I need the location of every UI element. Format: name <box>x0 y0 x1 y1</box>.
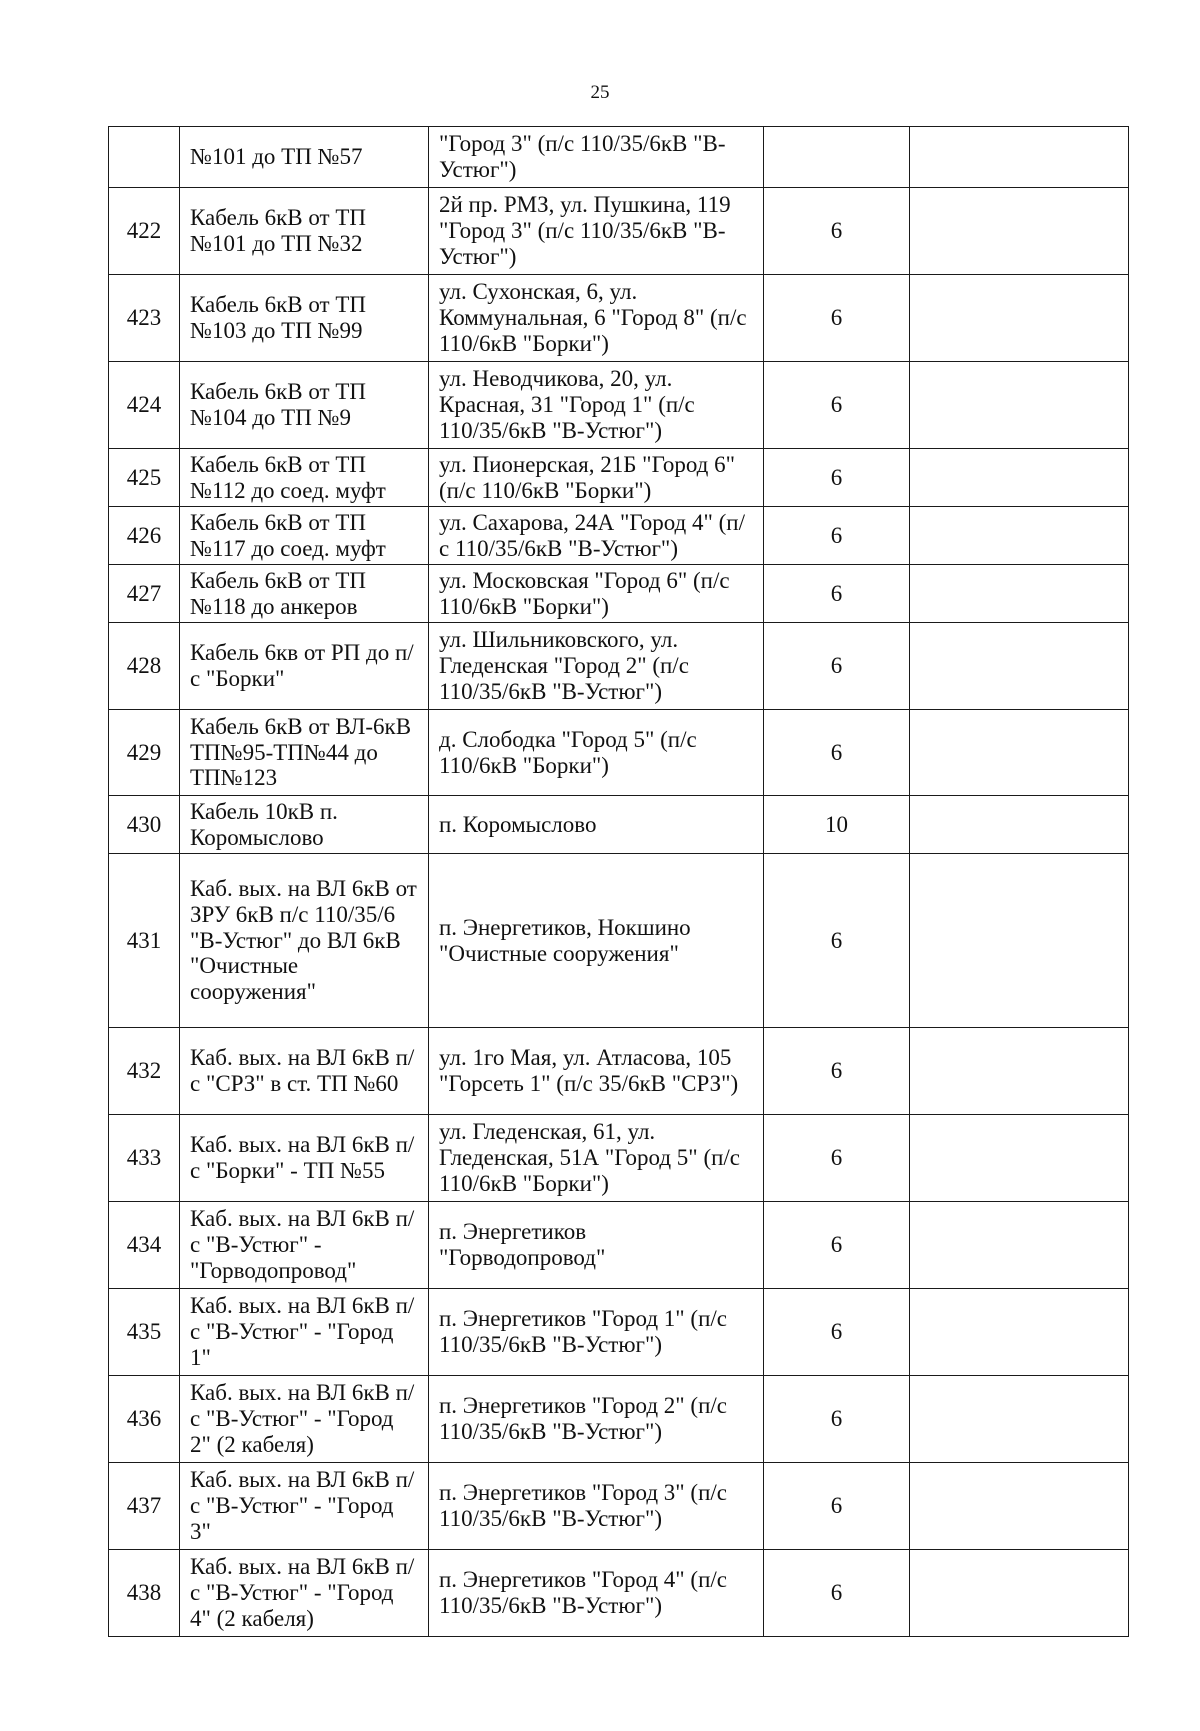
empty-cell <box>910 449 1129 507</box>
row-number-cell: 433 <box>109 1115 180 1202</box>
cable-name-cell: Каб. вых. на ВЛ 6кВ п/с "В-Устюг" - "Город 1" <box>180 1289 429 1376</box>
voltage-cell: 6 <box>764 710 910 796</box>
cable-name-cell: Каб. вых. на ВЛ 6кВ п/с "Борки" - ТП №55 <box>180 1115 429 1202</box>
table-row <box>109 565 1129 623</box>
row-number-cell: 426 <box>109 507 180 565</box>
empty-cell <box>910 565 1129 623</box>
empty-cell <box>910 275 1129 362</box>
table-row <box>109 854 1129 1028</box>
row-number-cell: 428 <box>109 623 180 710</box>
address-cell: ул. Шильниковского, ул. Гледенская "Город 2" (п/с 110/35/6кВ "В-Устюг") <box>429 623 764 710</box>
voltage-cell: 6 <box>764 854 910 1028</box>
cable-name-cell: Кабель 6кВ от ВЛ-6кВ ТП№95-ТП№44 до ТП№123 <box>180 710 429 796</box>
table-row <box>109 1115 1129 1202</box>
cable-name-cell: Кабель 6кВ от ТП №118 до анкеров <box>180 565 429 623</box>
empty-cell <box>910 1115 1129 1202</box>
table-row <box>109 1289 1129 1376</box>
table-row <box>109 449 1129 507</box>
address-cell: ул. Гледенская, 61, ул. Гледенская, 51А "Город 5" (п/с 110/6кВ "Борки") <box>429 1115 764 1202</box>
row-number-cell: 434 <box>109 1202 180 1289</box>
cable-name-cell: Кабель 6кВ от ТП №104 до ТП №9 <box>180 362 429 449</box>
table-row <box>109 1202 1129 1289</box>
row-number-cell: 436 <box>109 1376 180 1463</box>
cable-name-cell: Каб. вых. на ВЛ 6кВ от ЗРУ 6кВ п/с 110/35/6 "В-Устюг" до ВЛ 6кВ "Очистные сооружения" <box>180 854 429 1028</box>
row-number-cell: 437 <box>109 1463 180 1550</box>
address-cell: ул. Пионерская, 21Б "Город 6" (п/с 110/6кВ "Борки") <box>429 449 764 507</box>
empty-cell <box>910 1289 1129 1376</box>
cable-name-cell: Кабель 6кВ от ТП №117 до соед. муфт <box>180 507 429 565</box>
cable-name-cell: Кабель 10кВ п. Коромыслово <box>180 796 429 854</box>
cable-name-cell: Каб. вых. на ВЛ 6кВ п/с "В-Устюг" - "Горводопровод" <box>180 1202 429 1289</box>
cable-name-cell: Каб. вых. на ВЛ 6кВ п/с "СРЗ" в ст. ТП №60 <box>180 1028 429 1115</box>
row-number-cell: 423 <box>109 275 180 362</box>
voltage-cell: 6 <box>764 1028 910 1115</box>
address-cell: п. Энергетиков "Город 4" (п/с 110/35/6кВ "В-Устюг") <box>429 1550 764 1637</box>
empty-cell <box>910 854 1129 1028</box>
voltage-cell: 6 <box>764 449 910 507</box>
empty-cell <box>910 796 1129 854</box>
table-row <box>109 1028 1129 1115</box>
cable-name-cell: Каб. вых. на ВЛ 6кВ п/с "В-Устюг" - "Город 4" (2 кабеля) <box>180 1550 429 1637</box>
address-cell: п. Энергетиков, Нокшино "Очистные сооружения" <box>429 854 764 1028</box>
voltage-cell <box>764 127 910 188</box>
row-number-cell: 432 <box>109 1028 180 1115</box>
voltage-cell: 6 <box>764 1376 910 1463</box>
table-body <box>109 127 1129 1637</box>
row-number-cell <box>109 127 180 188</box>
empty-cell <box>910 507 1129 565</box>
address-cell: п. Энергетиков "Горводопровод" <box>429 1202 764 1289</box>
table-row <box>109 188 1129 275</box>
empty-cell <box>910 1550 1129 1637</box>
row-number-cell: 425 <box>109 449 180 507</box>
cable-name-cell: Каб. вых. на ВЛ 6кВ п/с "В-Устюг" - "Город 2" (2 кабеля) <box>180 1376 429 1463</box>
address-cell: ул. Сухонская, 6, ул. Коммунальная, 6 "Город 8" (п/с 110/6кВ "Борки") <box>429 275 764 362</box>
cable-lines-table <box>108 126 1129 1637</box>
address-cell: п. Энергетиков "Город 3" (п/с 110/35/6кВ "В-Устюг") <box>429 1463 764 1550</box>
row-number-cell: 427 <box>109 565 180 623</box>
address-cell: ул. Неводчикова, 20, ул. Красная, 31 "Город 1" (п/с 110/35/6кВ "В-Устюг") <box>429 362 764 449</box>
table-row <box>109 362 1129 449</box>
address-cell: 2й пр. РМЗ, ул. Пушкина, 119 "Город 3" (п/с 110/35/6кВ "В-Устюг") <box>429 188 764 275</box>
row-number-cell: 422 <box>109 188 180 275</box>
voltage-cell: 6 <box>764 623 910 710</box>
table-row <box>109 796 1129 854</box>
table-row <box>109 1463 1129 1550</box>
empty-cell <box>910 1028 1129 1115</box>
voltage-cell: 6 <box>764 188 910 275</box>
table-row <box>109 507 1129 565</box>
page-number: 25 <box>590 82 610 103</box>
cable-name-cell: Кабель 6кВ от ТП №101 до ТП №32 <box>180 188 429 275</box>
address-cell: ул. Московская "Город 6" (п/с 110/6кВ "Борки") <box>429 565 764 623</box>
table-row <box>109 1376 1129 1463</box>
row-number-cell: 435 <box>109 1289 180 1376</box>
table-row <box>109 1550 1129 1637</box>
voltage-cell: 6 <box>764 1463 910 1550</box>
address-cell: ул. Сахарова, 24А "Город 4" (п/с 110/35/6кВ "В-Устюг") <box>429 507 764 565</box>
voltage-cell: 6 <box>764 565 910 623</box>
empty-cell <box>910 188 1129 275</box>
address-cell: п. Коромыслово <box>429 796 764 854</box>
address-cell: п. Энергетиков "Город 2" (п/с 110/35/6кВ "В-Устюг") <box>429 1376 764 1463</box>
voltage-cell: 6 <box>764 1550 910 1637</box>
row-number-cell: 431 <box>109 854 180 1028</box>
table-row <box>109 127 1129 188</box>
row-number-cell: 430 <box>109 796 180 854</box>
table-row <box>109 623 1129 710</box>
empty-cell <box>910 710 1129 796</box>
voltage-cell: 10 <box>764 796 910 854</box>
empty-cell <box>910 127 1129 188</box>
empty-cell <box>910 1202 1129 1289</box>
address-cell: д. Слободка "Город 5" (п/с 110/6кВ "Борки") <box>429 710 764 796</box>
cable-name-cell: Кабель 6кВ от ТП №112 до соед. муфт <box>180 449 429 507</box>
address-cell: ул. 1го Мая, ул. Атласова, 105 "Горсеть 1" (п/с 35/6кВ "СРЗ") <box>429 1028 764 1115</box>
cable-name-cell: Кабель 6кВ от ТП №103 до ТП №99 <box>180 275 429 362</box>
row-number-cell: 424 <box>109 362 180 449</box>
voltage-cell: 6 <box>764 362 910 449</box>
voltage-cell: 6 <box>764 1202 910 1289</box>
voltage-cell: 6 <box>764 1115 910 1202</box>
address-cell: "Город 3" (п/с 110/35/6кВ "В-Устюг") <box>429 127 764 188</box>
empty-cell <box>910 1463 1129 1550</box>
voltage-cell: 6 <box>764 1289 910 1376</box>
row-number-cell: 429 <box>109 710 180 796</box>
empty-cell <box>910 623 1129 710</box>
voltage-cell: 6 <box>764 275 910 362</box>
empty-cell <box>910 1376 1129 1463</box>
cable-name-cell: Каб. вых. на ВЛ 6кВ п/с "В-Устюг" - "Город 3" <box>180 1463 429 1550</box>
empty-cell <box>910 362 1129 449</box>
cable-name-cell: Кабель 6кв от РП до п/с "Борки" <box>180 623 429 710</box>
table-row <box>109 275 1129 362</box>
address-cell: п. Энергетиков "Город 1" (п/с 110/35/6кВ "В-Устюг") <box>429 1289 764 1376</box>
voltage-cell: 6 <box>764 507 910 565</box>
cable-name-cell: №101 до ТП №57 <box>180 127 429 188</box>
row-number-cell: 438 <box>109 1550 180 1637</box>
table-row <box>109 710 1129 796</box>
